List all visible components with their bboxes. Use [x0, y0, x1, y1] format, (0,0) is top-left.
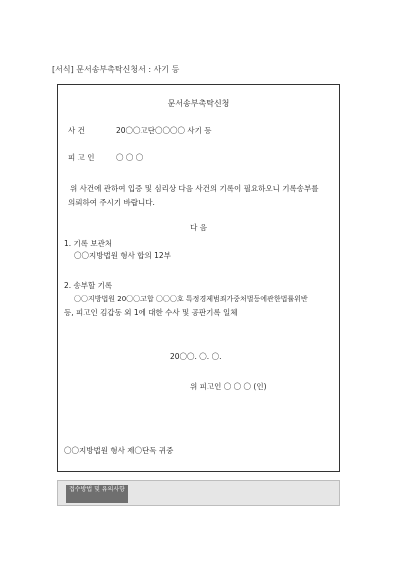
document-title: 문서송부촉탁신청	[167, 99, 230, 108]
defendant-value: 〇 〇 〇	[116, 153, 144, 162]
item2-line-2: 등, 피고인 김갑동 외 1에 대한 수사 및 공판기록 일체	[64, 308, 238, 317]
item1-heading: 1. 기록 보관처	[64, 239, 113, 248]
item2-heading: 2. 송부할 기록	[64, 281, 113, 290]
case-value: 20〇〇고단〇〇〇〇 사기 등	[116, 126, 212, 135]
item1-text: 〇〇지방법원 형사 합의 12부	[74, 251, 171, 260]
body-line-1: 위 사건에 관하여 입증 및 심리상 다음 사건의 기록이 필요하오니 기록송부를	[70, 184, 319, 193]
body-line-2: 의뢰하여 주시기 바랍니다.	[68, 198, 155, 207]
form-header-title: [서식] 문서송부촉탁신청서 : 사기 등	[52, 65, 180, 74]
document-form	[57, 84, 340, 472]
submission-guide-button[interactable]: 접수방법 및 유의사항	[66, 485, 128, 503]
signer-line: 위 피고인 〇 〇 〇 (인)	[190, 382, 267, 391]
footer-bar	[57, 480, 340, 506]
section-heading: 다 음	[190, 223, 207, 232]
document-date: 20〇〇. 〇. 〇.	[170, 352, 222, 361]
defendant-label: 피 고 인	[68, 153, 95, 162]
case-label: 사 건	[68, 126, 85, 135]
item2-line-1: 〇〇지방법원 20〇〇고합 〇〇〇호 특정경제범죄가중처벌등에관한법률위반	[74, 295, 308, 303]
court-addressee: 〇〇지방법원 형사 제〇단독 귀중	[64, 446, 174, 455]
